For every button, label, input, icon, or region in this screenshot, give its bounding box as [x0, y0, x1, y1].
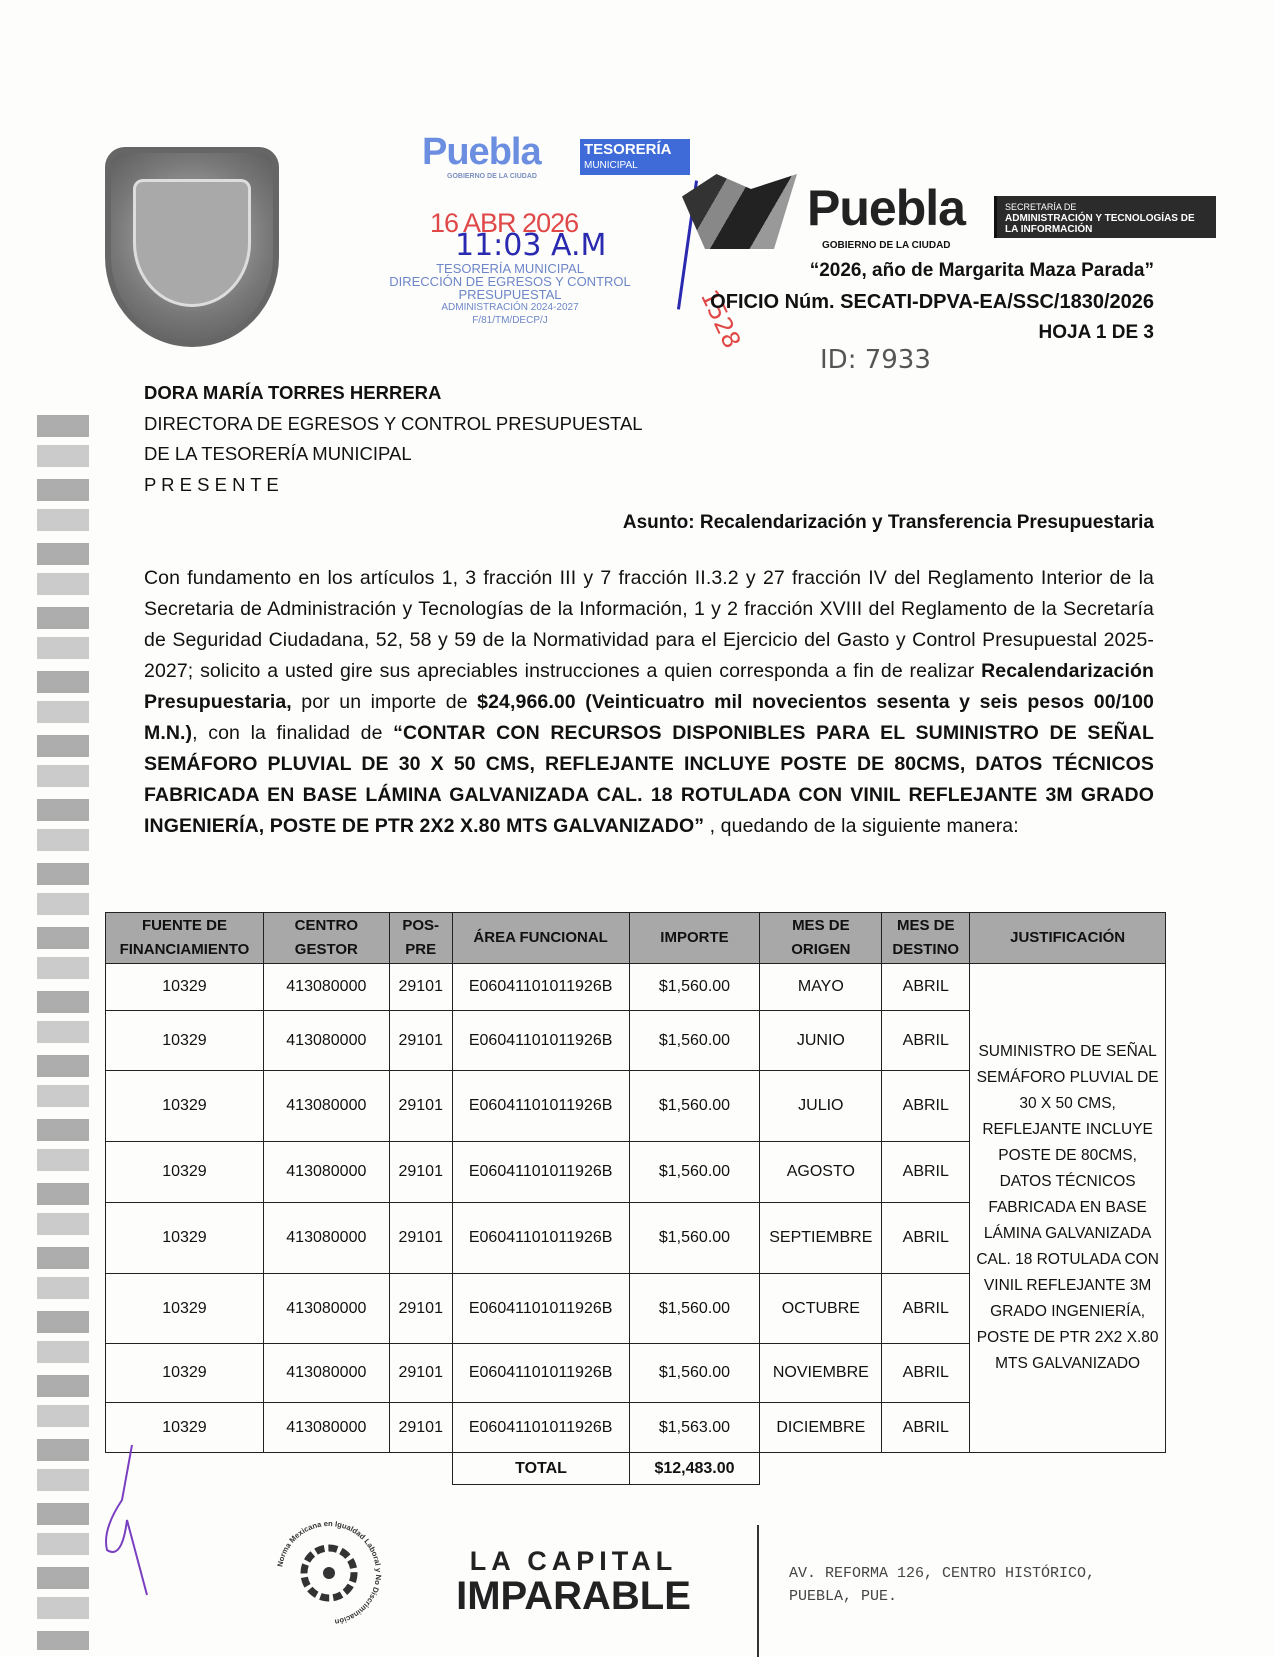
presente: P R E S E N T E — [144, 474, 279, 495]
table-cell: $1,560.00 — [629, 964, 760, 1011]
table-cell: E06041101011926B — [452, 1274, 629, 1344]
table-cell: E06041101011926B — [452, 964, 629, 1011]
stamp-line: DIRECCIÓN DE EGRESOS Y CONTROL — [389, 274, 631, 289]
table-cell: $1,563.00 — [629, 1403, 760, 1453]
col-header: POS-PRE — [389, 913, 452, 964]
stamp-line: ADMINISTRACIÓN 2024-2027 — [441, 302, 579, 313]
table-cell: 10329 — [106, 1403, 264, 1453]
capital-line2: IMPARABLE — [456, 1574, 691, 1618]
col-header: MES DE ORIGEN — [760, 913, 882, 964]
table-cell: OCTUBRE — [760, 1274, 882, 1344]
city-seal-logo — [105, 147, 279, 347]
folio-handwritten: 1528 — [694, 285, 747, 353]
norma-logo-text: Norma Mexicana en Igualdad Laboral y No Discriminación — [275, 1518, 384, 1627]
col-header: ÁREA FUNCIONAL — [452, 913, 629, 964]
address-line: PUEBLA, PUE. — [789, 1588, 898, 1605]
table-cell: AGOSTO — [760, 1142, 882, 1203]
table-cell: 413080000 — [263, 1071, 389, 1142]
puebla-logo-word: Puebla — [807, 180, 965, 236]
table-cell: $1,560.00 — [629, 1142, 760, 1203]
norma-center-icon — [323, 1567, 335, 1579]
norma-igualdad-logo — [272, 1516, 386, 1630]
table-cell: 413080000 — [263, 964, 389, 1011]
addressee-dept: DE LA TESORERÍA MUNICIPAL — [144, 443, 412, 464]
col-header: IMPORTE — [629, 913, 760, 964]
table-cell: 29101 — [389, 1142, 452, 1203]
total-value: $12,483.00 — [630, 1453, 760, 1485]
addressee-name: DORA MARÍA TORRES HERRERA — [144, 382, 442, 403]
col-header: JUSTIFICACIÓN — [970, 913, 1166, 964]
puebla-emblem-icon — [682, 174, 797, 249]
footer-address — [789, 1562, 1095, 1608]
table-cell: SEPTIEMBRE — [760, 1203, 882, 1274]
handwritten-signature — [92, 1440, 162, 1600]
table-cell: 29101 — [389, 1274, 452, 1344]
table-cell: 29101 — [389, 1203, 452, 1274]
table-cell: 413080000 — [263, 1203, 389, 1274]
decorative-border — [37, 415, 89, 1650]
table-cell: ABRIL — [882, 1203, 970, 1274]
justificacion-cell: SUMINISTRO DE SEÑAL SEMÁFORO PLUVIAL DE 30 X 50 CMS, REFLEJANTE INCLUYE POSTE DE 80CMS, DATOS TÉCNICOS FABRICADA EN BASE LÁMINA GALVANIZADA CAL. 18 ROTULADA CON VINIL REFLEJANTE 3M GRADO INGENIERÍA, POSTE DE PTR 2X2 X.80 MTS GALVANIZADO — [970, 964, 1166, 1453]
table-cell: ABRIL — [882, 1071, 970, 1142]
table-header-row — [106, 913, 1166, 964]
table-cell: 10329 — [106, 1203, 264, 1274]
table-cell: 413080000 — [263, 1403, 389, 1453]
table-cell: 10329 — [106, 964, 264, 1011]
table-cell: ABRIL — [882, 964, 970, 1011]
table-cell: ABRIL — [882, 1011, 970, 1071]
col-header: CENTRO GESTOR — [263, 913, 389, 964]
table-cell: MAYO — [760, 964, 882, 1011]
received-time: 11:03 A.M — [455, 228, 607, 263]
table-cell: 413080000 — [263, 1011, 389, 1071]
secretaria-small: SECRETARÍA DE — [1005, 202, 1077, 212]
table-row — [106, 964, 1166, 1011]
footer-divider — [757, 1525, 759, 1657]
stamp-line: F/81/TM/DECP/J — [472, 315, 548, 326]
table-cell: E06041101011926B — [452, 1403, 629, 1453]
total-label: TOTAL — [453, 1453, 630, 1485]
tesoreria-sub: MUNICIPAL — [584, 160, 638, 171]
table-cell: NOVIEMBRE — [760, 1344, 882, 1403]
table-cell: E06041101011926B — [452, 1142, 629, 1203]
table-cell: ABRIL — [882, 1142, 970, 1203]
table-cell: 10329 — [106, 1142, 264, 1203]
puebla-logo-sub: GOBIERNO DE LA CIUDAD — [822, 240, 951, 251]
table-cell: 413080000 — [263, 1344, 389, 1403]
table-cell: E06041101011926B — [452, 1011, 629, 1071]
tesoreria-stamp-logo — [352, 131, 689, 184]
table-cell: 10329 — [106, 1344, 264, 1403]
tesoreria-logo-word: Puebla — [422, 131, 541, 173]
table-cell: $1,560.00 — [629, 1011, 760, 1071]
tesoreria-title: TESORERÍA — [584, 141, 672, 158]
table-cell: $1,560.00 — [629, 1274, 760, 1344]
page-count: HOJA 1 DE 3 — [1038, 322, 1154, 343]
asunto: Asunto: Recalendarización y Transferencia Presupuestaria — [622, 512, 1154, 533]
addressee-role: DIRECTORA DE EGRESOS Y CONTROL PRESUPUESTAL — [144, 413, 643, 434]
table-cell: 413080000 — [263, 1274, 389, 1344]
body-paragraph: Con fundamento en los artículos 1, 3 fracción III y 7 fracción II.3.2 y 27 fracción IV del Reglamento Interior de la Secretaria de Administración y Tecnologías de la Información, 1 y 2 fracción XVIII del Reglamento de la Secretaría de Seguridad Ciudadana, 52, 58 y 59 de la Normatividad para el Ejercicio del Gasto y Control Presupuestal 2025-2027; solicito a usted gire sus apreciables instrucciones a quien corresponda a fin de realizar Recalendarización Presupuestaria, por un importe de $24,966.00 (Veinticuatro mil novecientos sesenta y seis pesos 00/100 M.N.), con la finalidad de “CONTAR CON RECURSOS DISPONIBLES PARA EL SUMINISTRO DE SEÑAL SEMÁFORO PLUVIAL DE 30 X 50 CMS, REFLEJANTE INCLUYE POSTE DE 80CMS, DATOS TÉCNICOS FABRICADA EN BASE LÁMINA GALVANIZADA CAL. 18 ROTULADA CON VINIL REFLEJANTE 3M GRADO INGENIERÍA, POSTE DE PTR 2X2 X.80 MTS GALVANIZADO” , quedando de la siguiente manera: — [144, 567, 1154, 837]
tesoreria-logo-sub: GOBIERNO DE LA CIUDAD — [447, 173, 537, 180]
id-handwritten: ID: 7933 — [820, 345, 931, 375]
table-cell: DICIEMBRE — [760, 1403, 882, 1453]
received-stamp — [360, 262, 660, 327]
table-cell: 10329 — [106, 1071, 264, 1142]
table-cell: ABRIL — [882, 1403, 970, 1453]
table-cell: 29101 — [389, 1011, 452, 1071]
capital-line1: LA CAPITAL — [469, 1546, 678, 1576]
table-cell: 413080000 — [263, 1142, 389, 1203]
table-cell: 29101 — [389, 1344, 452, 1403]
table-cell: $1,560.00 — [629, 1344, 760, 1403]
puebla-government-logo — [682, 174, 1215, 252]
secretaria-name: ADMINISTRACIÓN Y TECNOLOGÍAS DE LA INFORMACIÓN — [1005, 213, 1195, 235]
address-line: AV. REFORMA 126, CENTRO HISTÓRICO, — [789, 1565, 1096, 1582]
col-header: FUENTE DE FINANCIAMIENTO — [106, 913, 264, 964]
secretaria-box — [994, 196, 1216, 238]
stamp-line: TESORERÍA MUNICIPAL — [436, 261, 584, 276]
received-date: 16 ABR 2026 — [430, 208, 579, 238]
la-capital-imparable-logo — [421, 1546, 726, 1618]
table-cell: 29101 — [389, 1071, 452, 1142]
table-cell: 10329 — [106, 1274, 264, 1344]
motto: “2026, año de Margarita Maza Parada” — [809, 260, 1154, 281]
table-cell: 29101 — [389, 964, 452, 1011]
table-cell: JUNIO — [760, 1011, 882, 1071]
table-cell: JULIO — [760, 1071, 882, 1142]
table-cell: ABRIL — [882, 1344, 970, 1403]
table-cell: E06041101011926B — [452, 1344, 629, 1403]
oficio-number: OFICIO Núm. SECATI-DPVA-EA/SSC/1830/2026 — [710, 291, 1154, 313]
table-cell: ABRIL — [882, 1274, 970, 1344]
table-cell: 10329 — [106, 1011, 264, 1071]
table-cell: 29101 — [389, 1403, 452, 1453]
budget-table — [105, 912, 1166, 1453]
table-cell: $1,560.00 — [629, 1203, 760, 1274]
total-table — [452, 1452, 760, 1485]
table-cell: E06041101011926B — [452, 1071, 629, 1142]
tesoreria-box — [580, 139, 690, 175]
table-cell: E06041101011926B — [452, 1203, 629, 1274]
stamp-line: PRESUPUESTAL — [458, 287, 562, 302]
table-cell: $1,560.00 — [629, 1071, 760, 1142]
col-header: MES DE DESTINO — [882, 913, 970, 964]
